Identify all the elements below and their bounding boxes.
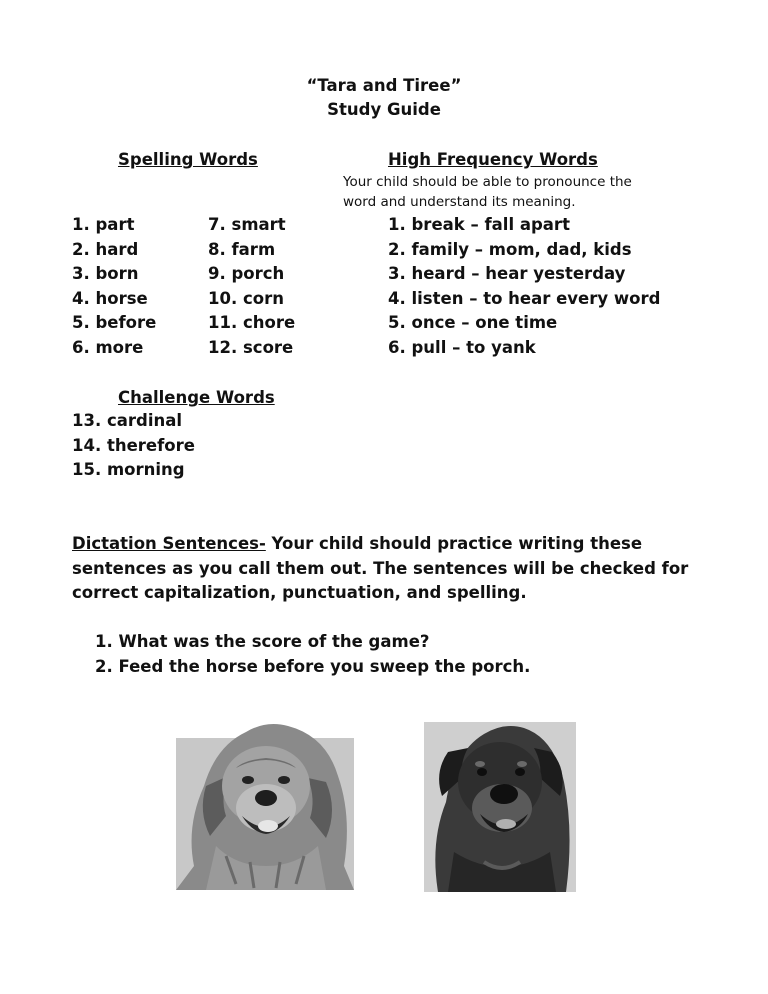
list-item: 6. more [72, 337, 144, 357]
list-item: 12. score [208, 337, 294, 357]
list-item: 11. chore [208, 313, 296, 332]
spelling-heading: Spelling Words [118, 150, 258, 169]
list-item: 2. Feed the horse before you sweep the porch. [95, 656, 531, 676]
golden-retriever-image [176, 716, 354, 890]
list-item: 10. corn [208, 288, 284, 308]
list-item: 5. once – one time [388, 313, 558, 332]
high-frequency-note-line1: Your child should be able to pronounce the [343, 174, 632, 190]
list-item: 13. cardinal [72, 411, 183, 430]
list-item: 8. farm [208, 239, 276, 259]
list-item: 2. hard [72, 239, 139, 259]
high-frequency-note-line2: word and understand its meaning. [343, 194, 576, 210]
list-item: 4. listen – to hear every word [388, 288, 661, 308]
page-subtitle: Study Guide [327, 100, 441, 119]
rottweiler-image [424, 712, 576, 892]
list-item: 5. before [72, 313, 157, 332]
list-item: 14. therefore [72, 435, 195, 455]
list-item: 2. family – mom, dad, kids [388, 239, 632, 259]
list-item: 3. born [72, 264, 139, 283]
dictation-sentences [95, 630, 530, 679]
dictation-label: Dictation Sentences- [72, 534, 266, 553]
list-item: 3. heard – hear yesterday [388, 264, 626, 283]
high-frequency-heading: High Frequency Words [388, 150, 598, 169]
list-item: 1. break – fall apart [388, 215, 570, 234]
list-item: 1. What was the score of the game? [95, 632, 430, 651]
list-item: 4. horse [72, 288, 148, 308]
list-item: 15. morning [72, 460, 185, 479]
challenge-heading: Challenge Words [118, 388, 275, 407]
page-title: “Tara and Tiree” [306, 76, 462, 95]
dictation-paragraph [72, 532, 712, 606]
list-item: 6. pull – to yank [388, 337, 536, 357]
spelling-list-col2 [208, 213, 295, 360]
spelling-list-col1 [72, 213, 156, 360]
high-frequency-list [388, 213, 660, 360]
list-item: 9. porch [208, 264, 285, 283]
list-item: 1. part [72, 215, 135, 234]
list-item: 7. smart [208, 215, 286, 234]
dictation-instructions: Your child should practice writing these sentences as you call them out. The sentences will be checked for correct capitalization, punctuation, and spelling. [72, 534, 689, 602]
challenge-list [72, 409, 195, 483]
